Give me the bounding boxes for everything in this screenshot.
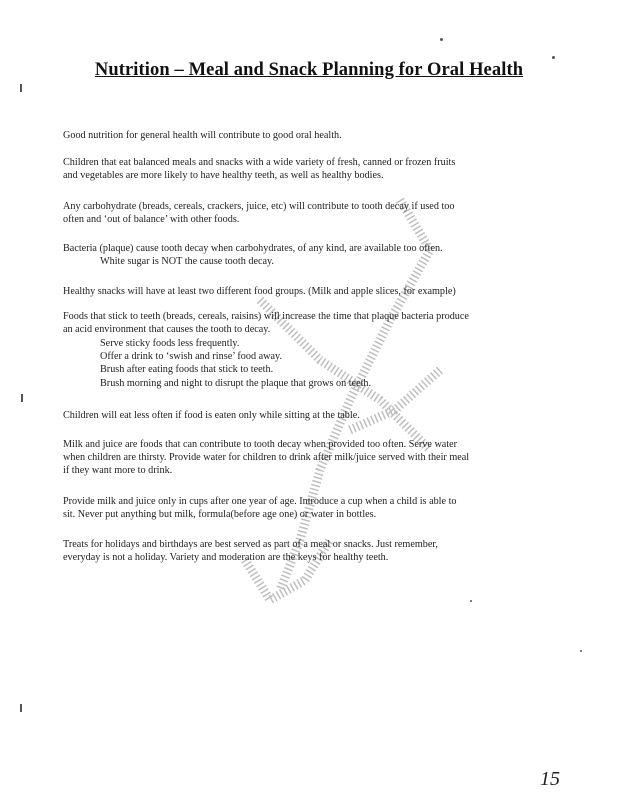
paragraph-line: when children are thirsty. Provide water for children to drink after milk/juice served with their meal	[63, 452, 470, 463]
list-item: Offer a drink to ‘swish and rinse’ food away.	[100, 351, 283, 362]
paragraph-line: an acid environment that causes the tooth to decay.	[63, 324, 271, 335]
paragraph-line: sit. Never put anything but milk, formula(before age one) or water in bottles.	[63, 509, 377, 520]
paragraph-line: Bacteria (plaque) cause tooth decay when carbohydrates, of any kind, are available too often.	[63, 243, 443, 254]
paragraph-line: often and ‘out of balance’ with other foods.	[63, 214, 240, 225]
margin-mark	[21, 394, 23, 402]
margin-mark	[20, 84, 22, 92]
speck	[470, 600, 472, 602]
paragraph-line: Children will eat less often if food is eaten only while sitting at the table.	[63, 410, 360, 421]
list-item: Serve sticky foods less frequently.	[100, 338, 240, 349]
speck	[440, 38, 443, 41]
list-item: Brush after eating foods that stick to teeth.	[100, 364, 274, 375]
list-item: Brush morning and night to disrupt the plaque that grows on teeth.	[100, 378, 372, 389]
paragraph-line: Foods that stick to teeth (breads, cereals, raisins) will increase the time that plaque bacteria produce	[63, 311, 469, 322]
paragraph-line: and vegetables are more likely to have healthy teeth, as well as healthy bodies.	[63, 170, 384, 181]
paragraph-line: Any carbohydrate (breads, cereals, crackers, juice, etc) will contribute to tooth decay if used too	[63, 201, 455, 212]
paragraph-line: everyday is not a holiday. Variety and moderation are the keys for healthy teeth.	[63, 552, 389, 563]
paragraph-line: if they want more to drink.	[63, 465, 173, 476]
paragraph-line: Children that eat balanced meals and snacks with a wide variety of fresh, canned or frozen fruits	[63, 157, 456, 168]
paragraph-line: White sugar is NOT the cause tooth decay.	[100, 256, 274, 267]
paragraph-line: Treats for holidays and birthdays are best served as part of a meal or snacks. Just remember,	[63, 539, 438, 550]
page-title: Nutrition – Meal and Snack Planning for Oral Health	[94, 60, 524, 80]
speck	[552, 56, 555, 59]
margin-mark	[20, 704, 22, 712]
page-number: 15	[540, 768, 560, 790]
paragraph-line: Milk and juice are foods that can contribute to tooth decay when provided too often. Serve water	[63, 439, 458, 450]
speck	[580, 650, 582, 652]
paragraph-line: Healthy snacks will have at least two different food groups. (Milk and apple slices, for example)	[63, 286, 456, 297]
paragraph-line: Provide milk and juice only in cups after one year of age. Introduce a cup when a child is able to	[63, 496, 457, 507]
paragraph-line: Good nutrition for general health will contribute to good oral health.	[63, 130, 342, 141]
